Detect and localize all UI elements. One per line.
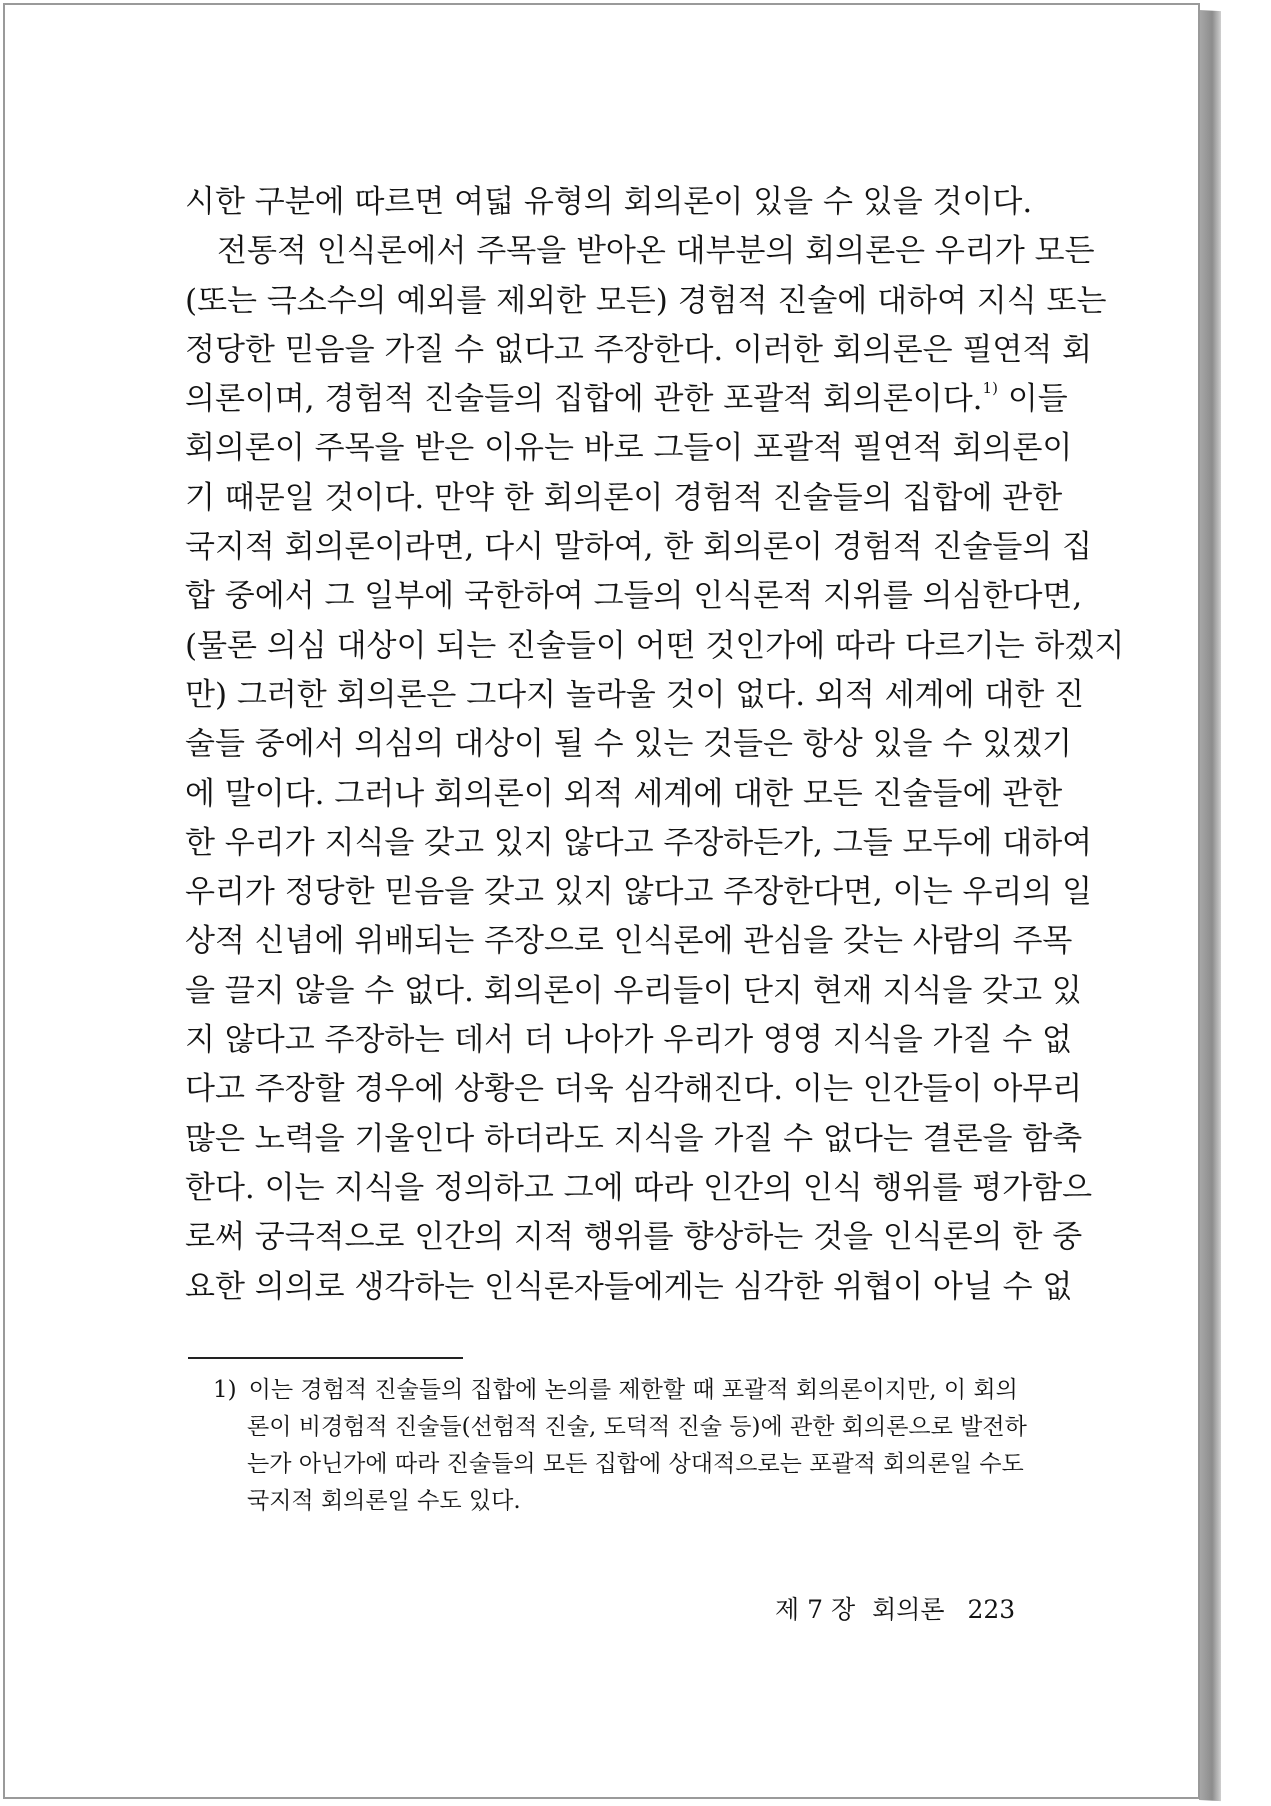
footnote-divider <box>188 1357 463 1359</box>
footnote-line-text: 이는 경험적 진술들의 집합에 논의를 제한할 때 포괄적 회의론이지만, 이 회의 <box>248 1377 1018 1403</box>
page-edge-shadow <box>1199 10 1221 1801</box>
body-text <box>185 178 1125 1312</box>
body-line: 많은 노력을 기울인다 하더라도 지식을 가질 수 없다는 결론을 함축 <box>185 1120 1083 1157</box>
body-line: 한다. 이는 지식을 정의하고 그에 따라 인간의 인식 행위를 평가함으 <box>185 1169 1093 1206</box>
body-line-text: 의론이며, 경험적 진술들의 집합에 관한 포괄적 회의론이다. <box>185 381 983 418</box>
body-line: 회의론이 주목을 받은 이유는 바로 그들이 포괄적 필연적 회의론이 <box>185 430 1073 467</box>
body-line: 만) 그러한 회의론은 그다지 놀라울 것이 없다. 외적 세계에 대한 진 <box>185 676 1085 713</box>
body-line: 국지적 회의론이라면, 다시 말하여, 한 회의론이 경험적 진술들의 집 <box>185 529 1093 566</box>
body-line: 전통적 인식론에서 주목을 받아온 대부분의 회의론은 우리가 모든 <box>217 233 1095 270</box>
footnote-reference: 1) <box>982 379 998 398</box>
footnote-line <box>213 1372 1017 1409</box>
footnote <box>213 1372 1027 1520</box>
body-line: 로써 궁극적으로 인간의 지적 행위를 향상하는 것을 인식론의 한 중 <box>185 1219 1083 1256</box>
footnote-line: 론이 비경험적 진술들(선험적 진술, 도덕적 진술 등)에 관한 회의론으로 발전하 <box>247 1414 1027 1440</box>
body-line: 상적 신념에 위배되는 주장으로 인식론에 관심을 갖는 사람의 주목 <box>185 923 1073 960</box>
chapter-number: 제 7 장 <box>775 1595 856 1624</box>
body-line: 을 끌지 않을 수 없다. 회의론이 우리들이 단지 현재 지식을 갖고 있 <box>185 972 1082 1009</box>
footnote-line: 국지적 회의론일 수도 있다. <box>247 1488 521 1514</box>
body-line: (또는 극소수의 예외를 제외한 모든) 경험적 진술에 대하여 지식 또는 <box>185 282 1107 319</box>
body-line: 에 말이다. 그러나 회의론이 외적 세계에 대한 모든 진술들에 관한 <box>185 775 1063 812</box>
body-line-text: 이들 <box>1007 381 1068 418</box>
body-line: 우리가 정당한 믿음을 갖고 있지 않다고 주장한다면, 이는 우리의 일 <box>185 874 1093 911</box>
body-line: 요한 의의로 생각하는 인식론자들에게는 심각한 위협이 아닐 수 없 <box>185 1268 1073 1305</box>
body-line: 술들 중에서 의심의 대상이 될 수 있는 것들은 항상 있을 수 있겠기 <box>185 726 1072 763</box>
footnote-marker: 1) <box>213 1377 237 1403</box>
body-line-with-footnote <box>185 375 1068 424</box>
page-number: 223 <box>967 1595 1016 1624</box>
body-line: 시한 구분에 따르면 여덟 유형의 회의론이 있을 수 있을 것이다. <box>185 184 1033 220</box>
chapter-title: 회의론 <box>872 1595 945 1624</box>
running-footer <box>775 1590 1015 1626</box>
body-line: 지 않다고 주장하는 데서 더 나아가 우리가 영영 지식을 가질 수 없 <box>185 1022 1072 1059</box>
body-line: 정당한 믿음을 가질 수 없다고 주장한다. 이러한 회의론은 필연적 회 <box>185 331 1093 368</box>
body-line: 다고 주장할 경우에 상황은 더욱 심각해진다. 이는 인간들이 아무리 <box>185 1071 1083 1108</box>
footnote-line: 는가 아닌가에 따라 진술들의 모든 집합에 상대적으로는 포괄적 회의론일 수도 <box>247 1451 1024 1477</box>
body-line: 합 중에서 그 일부에 국한하여 그들의 인식론적 지위를 의심한다면, <box>185 578 1083 615</box>
body-line: 기 때문일 것이다. 만약 한 회의론이 경험적 진술들의 집합에 관한 <box>185 479 1063 516</box>
body-line: (물론 의심 대상이 되는 진술들이 어떤 것인가에 따라 다르기는 하겠지 <box>185 627 1125 664</box>
body-line: 한 우리가 지식을 갖고 있지 않다고 주장하든가, 그들 모두에 대하여 <box>185 824 1093 861</box>
